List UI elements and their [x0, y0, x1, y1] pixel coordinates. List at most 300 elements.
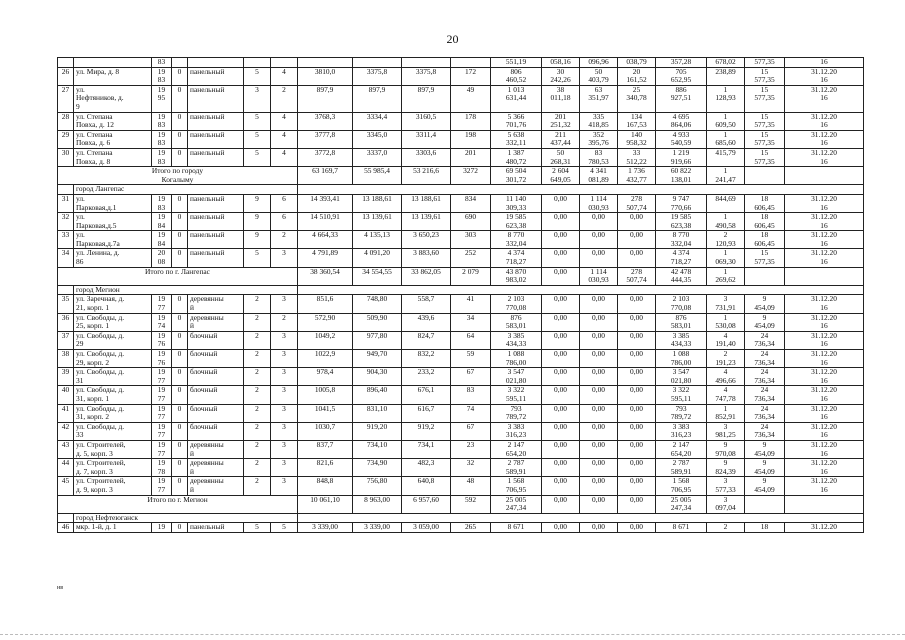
table-cell: 0,00	[580, 213, 618, 231]
table-cell: 33 862,05	[402, 267, 451, 285]
table-row	[58, 523, 864, 533]
table-cell	[745, 495, 785, 513]
table-cell: 50 268,31	[542, 148, 580, 166]
table-row	[58, 350, 864, 368]
table-cell: 0,00	[618, 368, 656, 386]
table-cell: 4 695 864,06	[656, 112, 707, 130]
table-cell: 0,00	[542, 331, 580, 349]
table-cell: мкр. 1-й, д. 1	[74, 523, 152, 533]
table-cell: 1 736 432,77	[618, 167, 656, 185]
table-cell: 24 736,34	[745, 368, 785, 386]
table-cell: 31.12.20 16	[785, 331, 864, 349]
table-cell: деревянны й	[188, 459, 244, 477]
table-cell: 1030,7	[298, 422, 353, 440]
table-cell: 37	[58, 331, 74, 349]
table-cell: 201 251,32	[542, 112, 580, 130]
table-cell	[74, 58, 152, 68]
table-cell: 64	[451, 331, 491, 349]
table-cell: 482,3	[402, 459, 451, 477]
table-cell: 2	[244, 440, 271, 458]
table-cell: 0	[172, 523, 188, 533]
table-cell: Итого по г. Лангепас	[58, 267, 298, 285]
table-cell: 734,90	[353, 459, 402, 477]
table-cell: 3	[271, 422, 298, 440]
table-cell: 705 652,95	[656, 67, 707, 85]
table-cell: 3 650,23	[402, 231, 451, 249]
table-cell: 1005,8	[298, 386, 353, 404]
table-cell: 9 970,08	[707, 440, 745, 458]
table-cell: 13 139,61	[353, 213, 402, 231]
table-cell: 5	[244, 249, 271, 267]
table-cell: 3 731,91	[707, 295, 745, 313]
table-cell: 265	[451, 523, 491, 533]
housing-repair-table	[57, 57, 864, 533]
table-cell: 19 77	[152, 477, 172, 495]
table-cell: 42 478 444,35	[656, 267, 707, 285]
table-cell: 19 83	[152, 194, 172, 212]
table-cell: 1 088 786,00	[491, 350, 542, 368]
table-cell: 2 079	[451, 267, 491, 285]
table-cell: 3	[271, 295, 298, 313]
table-cell: 55 985,4	[353, 167, 402, 185]
table-cell: 15 577,35	[745, 249, 785, 267]
table-cell: 134 167,53	[618, 112, 656, 130]
table-cell: 0,00	[580, 523, 618, 533]
table-cell	[785, 267, 864, 285]
table-cell: 876 583,01	[656, 313, 707, 331]
table-cell: блочный	[188, 386, 244, 404]
table-cell: 837,7	[298, 440, 353, 458]
table-cell: ул. Строителей, д. 5, корп. 3	[74, 440, 152, 458]
table-cell: 0	[172, 130, 188, 148]
table-cell: 31.12.20 16	[785, 231, 864, 249]
table-cell	[785, 167, 864, 185]
table-cell: 31.12.20 16	[785, 404, 864, 422]
table-cell: 2 604 649,05	[542, 167, 580, 185]
table-cell: 3 577,33	[707, 477, 745, 495]
table-cell: 2	[244, 386, 271, 404]
table-cell: 303	[451, 231, 491, 249]
table-cell: 978,4	[298, 368, 353, 386]
table-cell: 39	[58, 368, 74, 386]
table-row	[58, 386, 864, 404]
table-cell	[298, 285, 864, 295]
table-cell: 4	[271, 130, 298, 148]
table-cell	[402, 58, 451, 68]
table-cell	[451, 58, 491, 68]
table-cell: 4 496,66	[707, 368, 745, 386]
table-cell: 19 76	[152, 331, 172, 349]
table-cell: 949,70	[353, 350, 402, 368]
table-cell: 48	[451, 477, 491, 495]
table-cell: 83 780,53	[580, 148, 618, 166]
table-cell: 172	[451, 67, 491, 85]
table-cell: 0,00	[618, 213, 656, 231]
table-cell: 5 638 332,11	[491, 130, 542, 148]
table-cell: 13 188,61	[353, 194, 402, 212]
table-cell: 5	[244, 130, 271, 148]
table-cell: 1 088 786,00	[656, 350, 707, 368]
table-cell: 19 95	[152, 85, 172, 112]
table-cell: 1 685,60	[707, 130, 745, 148]
table-cell: 0,00	[618, 422, 656, 440]
table-cell: 15 577,35	[745, 85, 785, 112]
table-cell: 31.12.20 16	[785, 130, 864, 148]
table-cell: 4	[271, 112, 298, 130]
table-cell: 0,00	[542, 249, 580, 267]
table-cell: Итого по городу Когалыму	[58, 167, 298, 185]
table-cell	[745, 167, 785, 185]
table-cell: 1 128,93	[707, 85, 745, 112]
table-cell: 2 787 589,91	[491, 459, 542, 477]
total-row	[58, 495, 864, 513]
table-cell: 0,00	[618, 495, 656, 513]
table-cell: 1 568 706,95	[491, 477, 542, 495]
table-cell: 0	[172, 404, 188, 422]
table-row	[58, 459, 864, 477]
table-cell: 0	[172, 477, 188, 495]
table-cell: 19 83	[152, 112, 172, 130]
table-cell: 640,8	[402, 477, 451, 495]
table-cell: ул. Парковая,д.5	[74, 213, 152, 231]
table-cell: 20 161,52	[618, 67, 656, 85]
table-cell: панельный	[188, 67, 244, 85]
table-cell: 592	[451, 495, 491, 513]
table-cell: 31.12.20 16	[785, 313, 864, 331]
table-cell: 33	[58, 231, 74, 249]
table-cell: 734,10	[353, 440, 402, 458]
table-cell: 18 606,45	[745, 231, 785, 249]
table-cell: 198	[451, 130, 491, 148]
table-cell: 35	[58, 295, 74, 313]
table-cell: ул. Свободы, д. 31, корп. 1	[74, 386, 152, 404]
table-row	[58, 231, 864, 249]
table-cell: 5	[244, 148, 271, 166]
table-cell: панельный	[188, 130, 244, 148]
table-cell: город Мегион	[74, 285, 298, 295]
table-cell: 45	[58, 477, 74, 495]
table-cell: 9 824,39	[707, 459, 745, 477]
table-cell: 0,00	[618, 459, 656, 477]
table-cell: 3303,6	[402, 148, 451, 166]
table-cell: 0	[172, 313, 188, 331]
table-cell: деревянны й	[188, 313, 244, 331]
table-row	[58, 194, 864, 212]
table-cell: 0	[172, 295, 188, 313]
table-cell: 0,00	[580, 231, 618, 249]
table-cell: 0,00	[542, 350, 580, 368]
table-cell: 0,00	[618, 350, 656, 368]
table-cell	[58, 58, 74, 68]
table-cell: 806 460,52	[491, 67, 542, 85]
table-cell: 3	[271, 249, 298, 267]
table-cell: 0,00	[542, 368, 580, 386]
table-cell: панельный	[188, 231, 244, 249]
table-cell: 19 84	[152, 231, 172, 249]
total-row	[58, 167, 864, 185]
table-row	[58, 213, 864, 231]
table-cell: 4	[271, 67, 298, 85]
table-cell: 1 852,91	[707, 404, 745, 422]
table-cell: блочный	[188, 404, 244, 422]
table-cell: ул. Свободы, д. 29, корп. 2	[74, 350, 152, 368]
table-cell: 4 135,13	[353, 231, 402, 249]
table-cell: 4 341 081,89	[580, 167, 618, 185]
table-cell: 0	[172, 350, 188, 368]
table-cell	[298, 185, 864, 195]
table-cell: 3 385 434,33	[491, 331, 542, 349]
table-cell: 53 216,6	[402, 167, 451, 185]
table-cell: 0,00	[580, 386, 618, 404]
table-cell: 13 139,61	[402, 213, 451, 231]
table-cell: 15 577,35	[745, 130, 785, 148]
table-cell: 19 76	[152, 350, 172, 368]
table-cell: ул. Заречная, д. 21, корп. 1	[74, 295, 152, 313]
table-cell: 0,00	[580, 422, 618, 440]
table-cell: 0,00	[542, 440, 580, 458]
table-cell: 0	[172, 112, 188, 130]
table-cell: 19 585 623,38	[656, 213, 707, 231]
table-cell: 15 577,35	[745, 112, 785, 130]
table-cell: 38 360,54	[298, 267, 353, 285]
table-cell: 2	[707, 523, 745, 533]
table-cell: 0,00	[618, 295, 656, 313]
table-cell: ул. Парковая,д.1	[74, 194, 152, 212]
table-cell: 41	[451, 295, 491, 313]
table-cell: 19 83	[152, 67, 172, 85]
table-cell: 0,00	[618, 231, 656, 249]
table-cell: 0,00	[542, 295, 580, 313]
table-cell: 832,2	[402, 350, 451, 368]
table-cell: ул. Степана Повха, д. 6	[74, 130, 152, 148]
table-cell: 46	[58, 523, 74, 533]
table-cell: 0,00	[580, 495, 618, 513]
table-cell: 24 736,34	[745, 404, 785, 422]
table-cell: 4 374 718,27	[491, 249, 542, 267]
table-cell: 919,2	[402, 422, 451, 440]
table-cell: 31.12.20 16	[785, 459, 864, 477]
table-cell: 31.12.20 16	[785, 440, 864, 458]
table-cell: 19 83	[152, 148, 172, 166]
table-cell: 0,00	[618, 313, 656, 331]
table-cell: 19 77	[152, 440, 172, 458]
table-cell: 897,9	[402, 85, 451, 112]
table-cell: 3	[271, 440, 298, 458]
table-cell: 3768,3	[298, 112, 353, 130]
table-cell: 19	[152, 523, 172, 533]
table-cell: 2	[244, 404, 271, 422]
table-cell: 1 219 919,66	[656, 148, 707, 166]
table-cell: 43	[58, 440, 74, 458]
table-cell: 3 339,00	[298, 523, 353, 533]
table-cell: 0,00	[618, 404, 656, 422]
table-cell: 50 403,79	[580, 67, 618, 85]
table-cell: 3	[271, 368, 298, 386]
table-cell: 439,6	[402, 313, 451, 331]
table-cell: 0,00	[580, 440, 618, 458]
table-cell: 9 747 770,66	[656, 194, 707, 212]
table-cell: 616,7	[402, 404, 451, 422]
table-cell: 34 554,55	[353, 267, 402, 285]
table-cell: Итого по г. Мегион	[58, 495, 298, 513]
table-cell: 357,28	[656, 58, 707, 68]
table-row	[58, 477, 864, 495]
table-cell: 886 927,51	[656, 85, 707, 112]
table-cell	[271, 58, 298, 68]
table-cell: 28	[58, 112, 74, 130]
table-cell: 756,80	[353, 477, 402, 495]
table-cell: 2	[244, 331, 271, 349]
table-cell: 9	[244, 194, 271, 212]
table-cell: 19 77	[152, 295, 172, 313]
table-cell: 32	[451, 459, 491, 477]
table-cell: 834	[451, 194, 491, 212]
table-cell: 2 191,23	[707, 350, 745, 368]
table-cell: 1049,2	[298, 331, 353, 349]
table-cell: 140 958,32	[618, 130, 656, 148]
table-cell: 14 393,41	[298, 194, 353, 212]
table-cell: 335 418,85	[580, 112, 618, 130]
table-cell: город Лангепас	[74, 185, 298, 195]
table-cell: 0,00	[618, 477, 656, 495]
table-cell: 919,20	[353, 422, 402, 440]
table-cell: 83	[152, 58, 172, 68]
table-row	[58, 404, 864, 422]
table-cell: 278 507,74	[618, 267, 656, 285]
table-cell: 0,00	[580, 404, 618, 422]
table-cell: 1 114 030,93	[580, 194, 618, 212]
table-cell: 1 114 030,93	[580, 267, 618, 285]
table-cell: 038,79	[618, 58, 656, 68]
table-row	[58, 331, 864, 349]
table-cell: 2 147 654,20	[491, 440, 542, 458]
table-cell: 25 340,78	[618, 85, 656, 112]
table-cell: 0	[172, 386, 188, 404]
table-cell: 5	[244, 112, 271, 130]
table-cell: 0	[172, 331, 188, 349]
table-cell: 8 671	[491, 523, 542, 533]
table-cell: 34	[451, 313, 491, 331]
table-cell: 18 606,45	[745, 194, 785, 212]
table-cell: 8 963,00	[353, 495, 402, 513]
table-cell	[58, 285, 74, 295]
table-cell: 40	[58, 386, 74, 404]
table-cell: 0,00	[580, 459, 618, 477]
table-cell: 252	[451, 249, 491, 267]
table-cell: 1 269,62	[707, 267, 745, 285]
table-cell: 19 77	[152, 422, 172, 440]
table-cell: 0,00	[542, 495, 580, 513]
table-cell: 8 770 332,04	[491, 231, 542, 249]
table-cell: 8 671	[656, 523, 707, 533]
table-cell: 0	[172, 459, 188, 477]
table-cell: 15 577,35	[745, 67, 785, 85]
table-row	[58, 112, 864, 130]
table-cell: 4 091,20	[353, 249, 402, 267]
table-cell: ул. Свободы, д. 29	[74, 331, 152, 349]
table-cell: 3 322 595,11	[491, 386, 542, 404]
table-cell: ул. Степана Повха, д. 12	[74, 112, 152, 130]
table-cell: 2 103 770,08	[491, 295, 542, 313]
city-header-row	[58, 513, 864, 523]
table-cell: 9 454,09	[745, 459, 785, 477]
table-cell: 977,80	[353, 331, 402, 349]
table-cell: 5 366 701,76	[491, 112, 542, 130]
table-cell: панельный	[188, 249, 244, 267]
table-cell: 1022,9	[298, 350, 353, 368]
table-cell: 9	[244, 213, 271, 231]
table-cell: 352 395,76	[580, 130, 618, 148]
table-cell: 3 981,25	[707, 422, 745, 440]
table-cell: 23	[451, 440, 491, 458]
table-cell: 9	[244, 231, 271, 249]
table-cell: 3	[271, 350, 298, 368]
table-cell: 1 387 480,72	[491, 148, 542, 166]
table-cell: 25 005 247,34	[656, 495, 707, 513]
table-cell: 0,00	[618, 249, 656, 267]
table-cell: 2	[244, 459, 271, 477]
table-cell: 2 147 654,20	[656, 440, 707, 458]
table-cell: 18 606,45	[745, 213, 785, 231]
table-cell: 4 191,40	[707, 331, 745, 349]
table-cell: 3345,0	[353, 130, 402, 148]
table-cell: 27	[58, 85, 74, 112]
table-cell: 31.12.20 16	[785, 194, 864, 212]
table-cell: 59	[451, 350, 491, 368]
table-cell: 10 061,10	[298, 495, 353, 513]
table-cell: 831,10	[353, 404, 402, 422]
table-row	[58, 249, 864, 267]
table-cell: 26	[58, 67, 74, 85]
table-cell: 876 583,01	[491, 313, 542, 331]
table-cell: 5	[244, 67, 271, 85]
table-cell: деревянны й	[188, 477, 244, 495]
table-cell: 0,00	[542, 523, 580, 533]
table-cell: 44	[58, 459, 74, 477]
table-cell: 13 188,61	[402, 194, 451, 212]
table-cell: 9 454,09	[745, 477, 785, 495]
table-cell: 678,02	[707, 58, 745, 68]
table-cell: 0,00	[618, 440, 656, 458]
table-cell: 201	[451, 148, 491, 166]
table-cell: панельный	[188, 85, 244, 112]
table-cell: 509,90	[353, 313, 402, 331]
table-cell: 3810,0	[298, 67, 353, 85]
table-cell: 058,16	[542, 58, 580, 68]
table-cell: 3337,0	[353, 148, 402, 166]
table-cell: 6	[271, 213, 298, 231]
table-cell	[58, 513, 74, 523]
table-cell: 572,90	[298, 313, 353, 331]
table-cell: 0	[172, 213, 188, 231]
table-cell: ул. Ленина, д. 86	[74, 249, 152, 267]
table-cell: 2	[244, 295, 271, 313]
table-cell: 734,1	[402, 440, 451, 458]
table-row	[58, 130, 864, 148]
table-cell: ул. Мира, д. 8	[74, 67, 152, 85]
table-cell: 31.12.20 16	[785, 368, 864, 386]
page-number: 20	[446, 32, 459, 46]
table-cell: 844,69	[707, 194, 745, 212]
table-cell: панельный	[188, 194, 244, 212]
table-cell: 3 383 316,23	[656, 422, 707, 440]
table-cell: 3 547 021,80	[491, 368, 542, 386]
table-cell: 0,00	[618, 386, 656, 404]
table-cell: ул. Строителей, д. 7, корп. 3	[74, 459, 152, 477]
table-cell: 0	[172, 85, 188, 112]
table-cell: 30	[58, 148, 74, 166]
table-cell: 0,00	[580, 368, 618, 386]
